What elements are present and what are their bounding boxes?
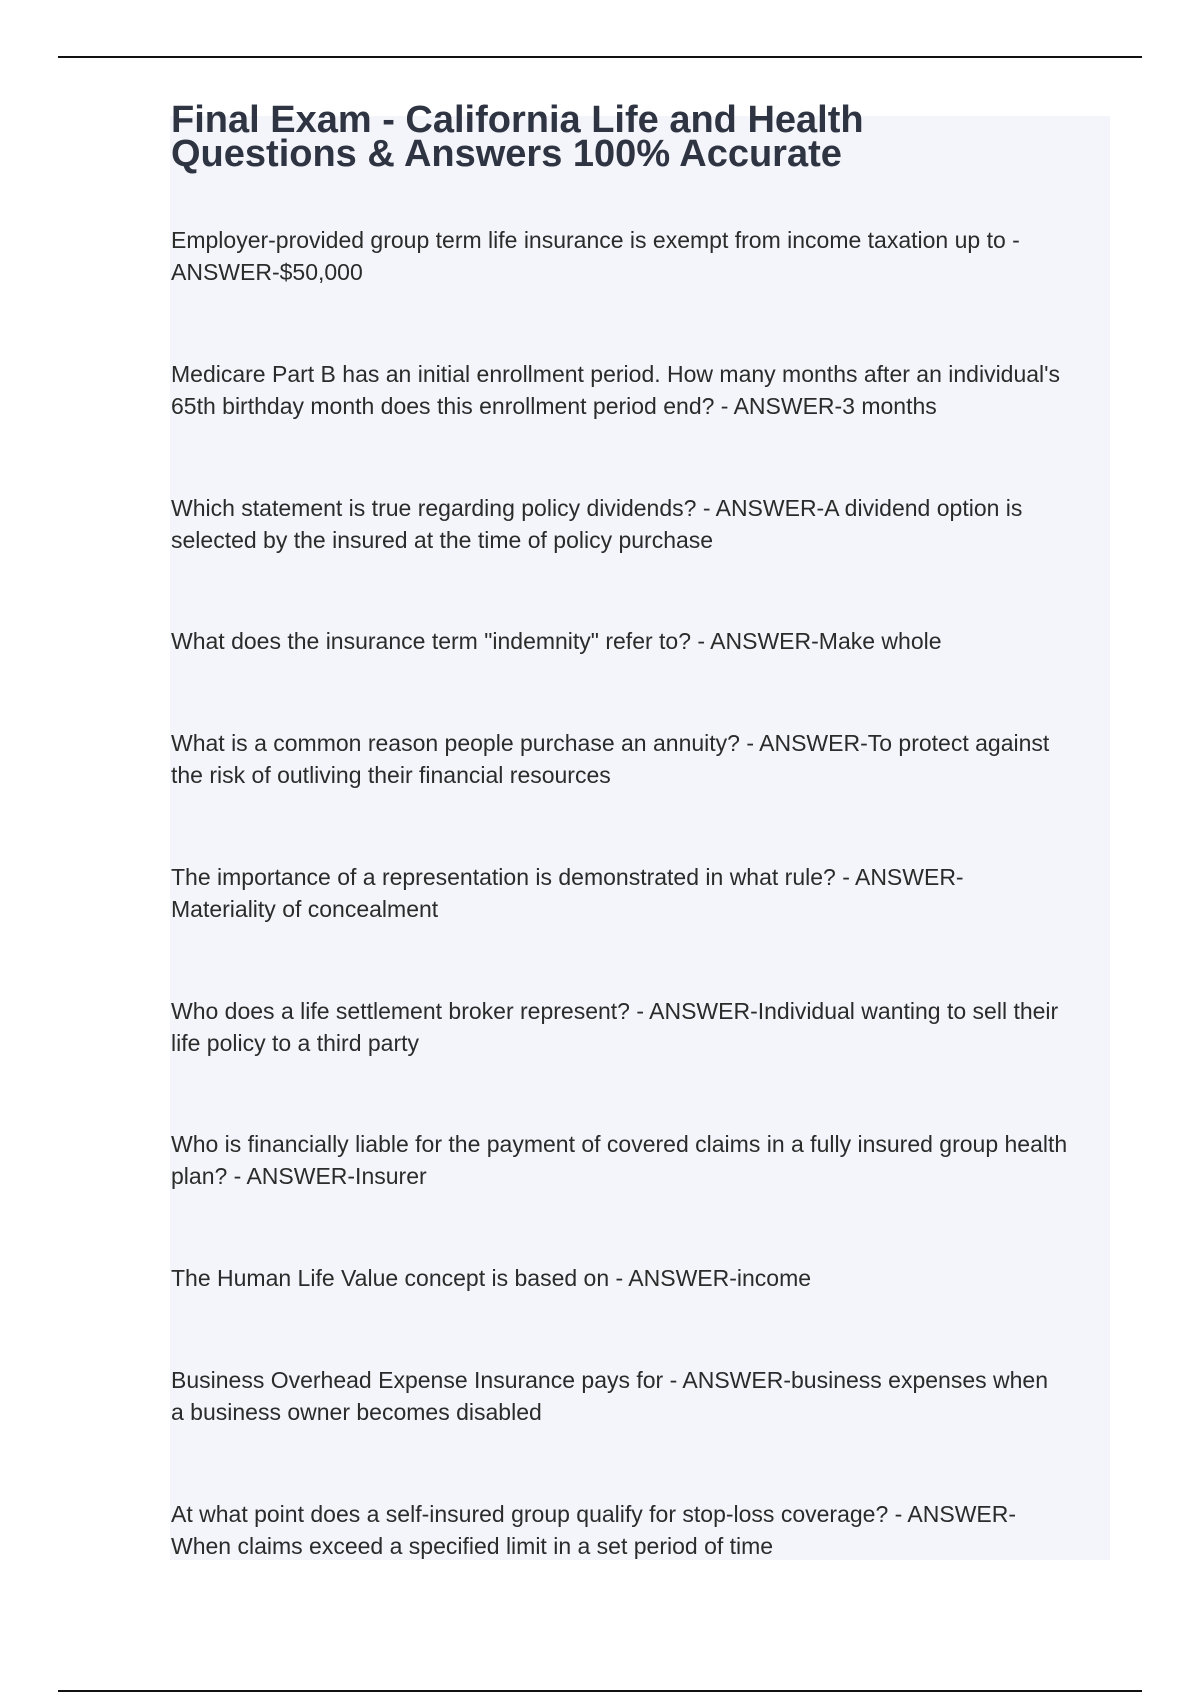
- qa-item: Medicare Part B has an initial enrollment period. How many months after an individual's 65th birthday month does this enrollment period end? - ANSWER-3 months: [171, 361, 1061, 419]
- top-divider: [58, 56, 1142, 58]
- page-title: [171, 99, 1131, 175]
- qa-item: Which statement is true regarding policy dividends? - ANSWER-A dividend option is selected by the insured at the time of policy purchase: [171, 495, 1023, 553]
- qa-item: Business Overhead Expense Insurance pays for - ANSWER-business expenses when a business owner becomes disabled: [171, 1367, 1048, 1425]
- bottom-divider: [58, 1690, 1142, 1692]
- content-panel: [170, 116, 1110, 1560]
- qa-item: At what point does a self-insured group qualify for stop-loss coverage? - ANSWER- When claims exceed a specified limit in a set period of time: [171, 1501, 1017, 1559]
- qa-item: Employer-provided group term life insurance is exempt from income taxation up to - ANSWER-$50,000: [171, 227, 1020, 285]
- qa-item: Who is financially liable for the payment of covered claims in a fully insured group health plan? - ANSWER-Insurer: [171, 1131, 1068, 1189]
- title-line-1: Final Exam - California Life and Health: [171, 99, 864, 141]
- qa-item: What does the insurance term "indemnity" refer to? - ANSWER-Make whole: [171, 628, 942, 654]
- qa-item: Who does a life settlement broker represent? - ANSWER-Individual wanting to sell their life policy to a third party: [171, 998, 1059, 1056]
- qa-item: The importance of a representation is demonstrated in what rule? - ANSWER- Materiality of concealment: [171, 864, 964, 922]
- qa-item: The Human Life Value concept is based on - ANSWER-income: [171, 1265, 812, 1291]
- qa-item: What is a common reason people purchase an annuity? - ANSWER-To protect against the risk of outliving their financial resources: [171, 730, 1050, 788]
- title-line-2: Questions & Answers 100% Accurate: [171, 133, 842, 175]
